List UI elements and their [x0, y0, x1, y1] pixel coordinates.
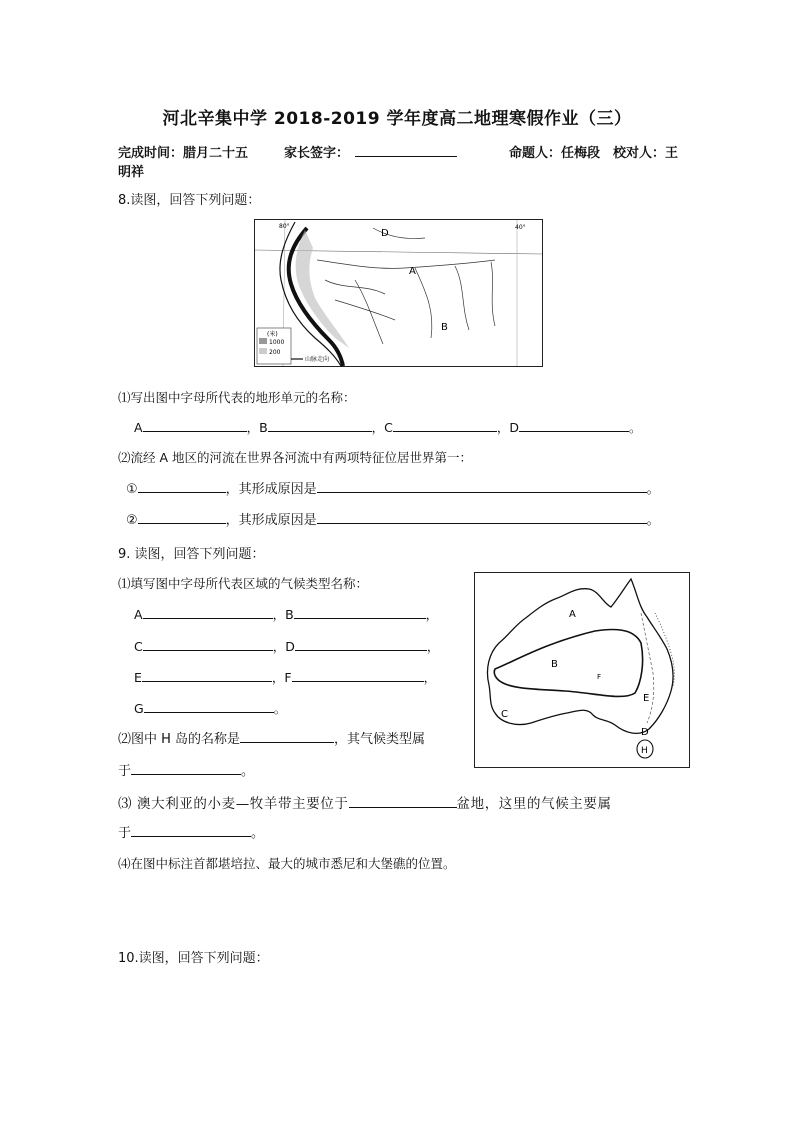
- map-label-a: A: [569, 609, 576, 620]
- label-e: E: [134, 670, 142, 685]
- period: 。: [273, 701, 287, 716]
- q9-stem: 9. 读图，回答下列问题：: [118, 547, 265, 562]
- q9-row-cd: [134, 636, 439, 655]
- label-d: ，D: [496, 420, 520, 435]
- river: [335, 300, 395, 320]
- legend-unit: (米): [267, 331, 278, 338]
- blank-c[interactable]: [143, 636, 273, 651]
- label-end: 。: [629, 420, 642, 435]
- river: [355, 280, 383, 344]
- map-label-b: B: [441, 322, 448, 333]
- island-climate-blank[interactable]: [131, 760, 241, 775]
- reason-blank[interactable]: [317, 509, 647, 524]
- num: ①: [126, 482, 138, 497]
- feature-blank[interactable]: [138, 478, 226, 493]
- river: [317, 260, 495, 268]
- comma: ，: [423, 670, 437, 685]
- map-label-c: C: [501, 709, 508, 720]
- q9-row-ef: [134, 667, 436, 686]
- num: ②: [126, 513, 138, 528]
- reason-label: ，其形成原因是: [225, 513, 317, 528]
- comma: ，: [425, 607, 439, 622]
- q9-p1: ⑴填写图中字母所代表区域的气候类型名称：: [118, 576, 369, 591]
- q9-row-ab: [134, 604, 438, 623]
- q8-p2: ⑵流经 A 地区的河流在世界各河流中有两项特征位居世界第一：: [118, 450, 472, 465]
- blank-b[interactable]: [268, 417, 372, 432]
- period: 。: [646, 482, 660, 497]
- label-d: ，D: [272, 639, 295, 654]
- island-blank[interactable]: [240, 728, 334, 743]
- q9-p3: [118, 792, 612, 812]
- comma: ，: [426, 639, 440, 654]
- reason-label: ，其形成原因是: [225, 482, 317, 497]
- south-america-map: [254, 219, 543, 367]
- q8-p2-row2: [126, 509, 660, 528]
- map-label-a: A: [409, 266, 416, 277]
- label-a: A: [134, 607, 143, 622]
- q9-p2: [118, 728, 425, 747]
- page-title: 河北辛集中学 2018-2019 学年度高二地理寒假作业（三）: [162, 109, 632, 129]
- legend-200: 200: [269, 349, 281, 356]
- period: 。: [251, 826, 265, 841]
- q9-row-g: [134, 698, 286, 717]
- blank-a[interactable]: [143, 604, 273, 619]
- q9-p2-text3: 于: [118, 764, 132, 779]
- blank-e[interactable]: [142, 667, 272, 682]
- legend-line-label: 山脉走向: [305, 356, 330, 363]
- river: [325, 280, 385, 294]
- lon-label: 80°: [279, 223, 290, 230]
- map-label-d: D: [381, 228, 389, 239]
- river: [491, 262, 495, 326]
- map-label-f: F: [597, 673, 602, 681]
- label-b: ，B: [272, 607, 294, 622]
- label-a: A: [134, 420, 143, 435]
- complete-time: 完成时间：腊月二十五: [118, 146, 249, 161]
- legend-1000: 1000: [269, 339, 285, 346]
- label-c: C: [134, 639, 143, 654]
- map-label-b: B: [551, 659, 558, 670]
- author: 命题人：任梅段: [509, 146, 601, 161]
- checker-cont: 明祥: [118, 165, 145, 180]
- q9-p3-text3: 于: [118, 826, 132, 841]
- label-f: ，F: [271, 670, 292, 685]
- q9-p3-cont: [118, 822, 264, 841]
- label-c: ，C: [371, 420, 393, 435]
- lon-label: 40°: [515, 224, 526, 231]
- blank-c[interactable]: [393, 417, 497, 432]
- blank-f[interactable]: [292, 667, 424, 682]
- q9-p3-text: ⑶ 澳大利亚的小麦—牧羊带主要位于: [118, 796, 349, 812]
- australia-map: [474, 572, 690, 768]
- checker: 校对人：王: [613, 146, 679, 161]
- label-g: G: [134, 701, 144, 716]
- period: 。: [646, 513, 660, 528]
- q9-p4: ⑷在图中标注首都堪培拉、最大的城市悉尼和大堡礁的位置。: [118, 856, 456, 871]
- q8-p2-row1: [126, 478, 660, 497]
- q8-p1-answers: [134, 417, 642, 436]
- blank-d[interactable]: [519, 417, 629, 432]
- reason-blank[interactable]: [317, 478, 647, 493]
- river: [455, 266, 469, 330]
- basin-climate-blank[interactable]: [131, 822, 251, 837]
- q9-p2-text2: ，其气候类型属: [334, 732, 426, 747]
- label-b: ，B: [246, 420, 268, 435]
- period: 。: [241, 764, 255, 779]
- map-label-d: D: [641, 727, 649, 738]
- parent-sign-label: 家长签字：: [284, 146, 350, 161]
- river: [415, 268, 432, 338]
- blank-b[interactable]: [294, 604, 426, 619]
- map-label-h: H: [641, 746, 648, 756]
- q9-p2-text: ⑵图中 H 岛的名称是: [118, 732, 241, 747]
- basin-blank[interactable]: [349, 793, 457, 808]
- q8-p1: ⑴写出图中字母所代表的地形单元的名称：: [118, 390, 356, 405]
- south-america-map-svg: [255, 220, 542, 366]
- blank-g[interactable]: [144, 698, 274, 713]
- q8-stem: 8.读图，回答下列问题：: [118, 193, 261, 208]
- andes-range: [289, 228, 343, 366]
- feature-blank[interactable]: [138, 509, 226, 524]
- legend-swatch: [259, 348, 267, 354]
- q10-stem: 10.读图，回答下列问题：: [118, 951, 269, 966]
- legend-swatch: [259, 338, 267, 344]
- q9-p2-cont: [118, 760, 254, 779]
- australia-outline: [487, 579, 673, 733]
- parent-sign-blank: [355, 142, 457, 157]
- blank-a[interactable]: [143, 417, 247, 432]
- map-label-e: E: [643, 693, 650, 704]
- australia-map-svg: [475, 573, 689, 767]
- q9-p3-text2: 盆地，这里的气候主要属: [456, 796, 612, 812]
- blank-d[interactable]: [295, 636, 427, 651]
